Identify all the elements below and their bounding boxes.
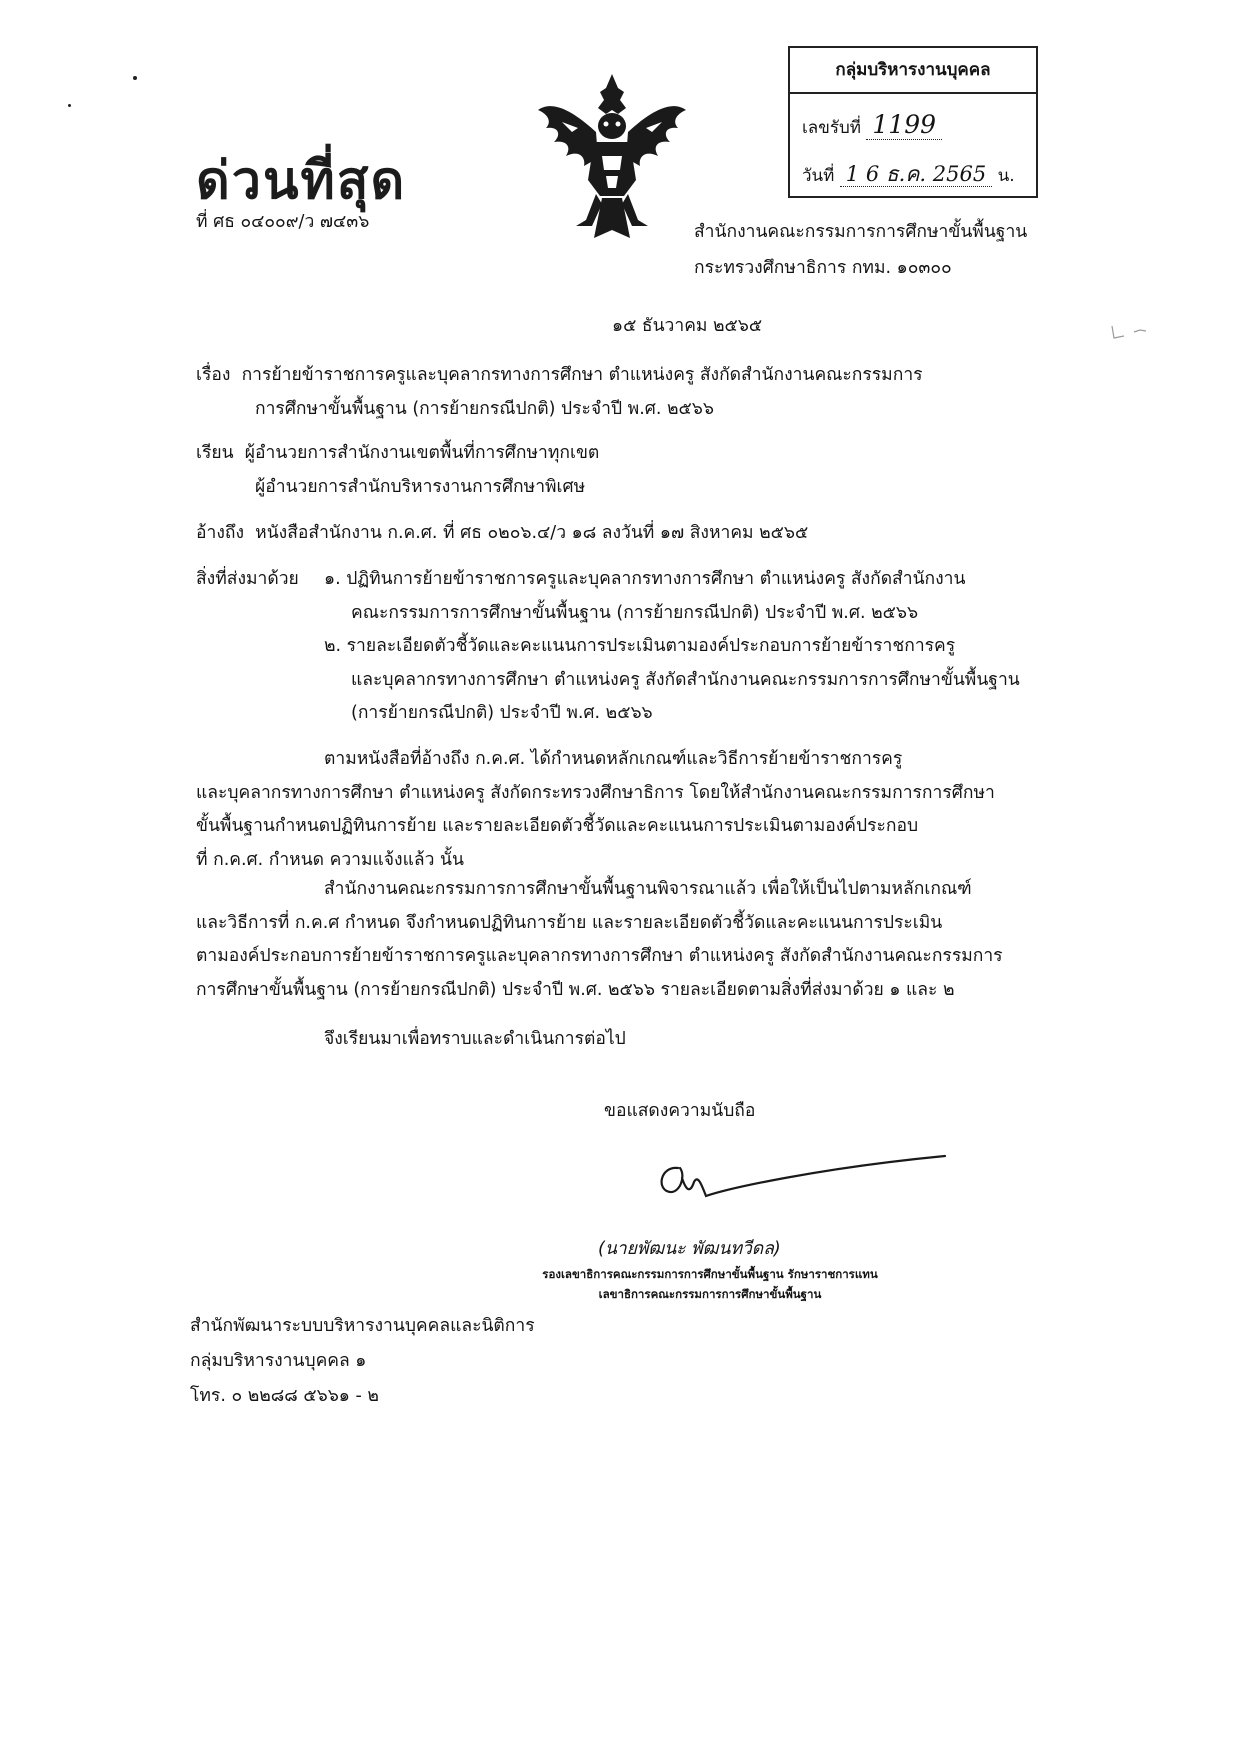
body-p2-line-1: สำนักงานคณะกรรมการการศึกษาขั้นพื้นฐานพิจารณาแล้ว เพื่อให้เป็นไปตามหลักเกณฑ์ — [324, 879, 972, 899]
signer-title-1: รองเลขาธิการคณะกรรมการการศึกษาขั้นพื้นฐาน รักษาราชการแทน — [542, 1267, 878, 1281]
recipient-line-2: ผู้อำนวยการสำนักบริหารงานการศึกษาพิเศษ — [255, 476, 586, 497]
document-number: ที่ ศธ ๐๔๐๐๙/ว ๗๔๓๖ — [196, 212, 370, 232]
reference-label: อ้างถึง — [196, 523, 245, 543]
reference-block — [196, 517, 1096, 551]
signer-name: (นายพัฒนะ พัฒนทวีดล) — [598, 1239, 781, 1259]
enclosures-block — [196, 563, 1116, 731]
signer-title-2: เลขาธิการคณะกรรมการการศึกษาขั้นพื้นฐาน — [598, 1287, 822, 1301]
scan-speck — [68, 104, 71, 107]
stamp-receive-number: 1199 — [866, 110, 942, 140]
footer-block — [190, 1309, 890, 1414]
stamp-receive-label: เลขรับที่ — [802, 118, 861, 138]
body-p1-line-3: ขั้นพื้นฐานกำหนดปฏิทินการย้าย และรายละเอียดตัวชี้วัดและคะแนนการประเมินตามองค์ประกอบ — [196, 816, 919, 836]
enclosure-1-line-2: คณะกรรมการการศึกษาขั้นพื้นฐาน (การย้ายกรณีปกติ) ประจำปี พ.ศ. ๒๕๖๖ — [351, 602, 919, 623]
margin-mark-icon — [1110, 322, 1150, 342]
reference-text: หนังสือสำนักงาน ก.ค.ศ. ที่ ศธ ๐๒๐๖.๔/ว ๑๘ ลงวันที่ ๑๗ สิงหาคม ๒๕๖๕ — [255, 523, 809, 543]
stamp-date-row — [802, 158, 1015, 191]
body-p2-line-3: ตามองค์ประกอบการย้ายข้าราชการครูและบุคลากรทางการศึกษา ตำแหน่งครู สังกัดสำนักงานคณะกรรมการ — [196, 946, 1003, 966]
subject-block — [196, 359, 1096, 426]
garuda-emblem-icon — [532, 70, 692, 242]
subject-line-2: การศึกษาขั้นพื้นฐาน (การย้ายกรณีปกติ) ประจำปี พ.ศ. ๒๕๖๖ — [255, 398, 714, 419]
body-paragraph-3: จึงเรียนมาเพื่อทราบและดำเนินการต่อไป — [324, 1029, 626, 1049]
enclosure-1-line-1: ๑. ปฏิทินการย้ายข้าราชการครูและบุคลากรทางการศึกษา ตำแหน่งครู สังกัดสำนักงาน — [324, 569, 966, 589]
body-paragraph-1 — [196, 743, 1076, 877]
stamp-receive-row — [802, 110, 942, 141]
enclosures-label: สิ่งที่ส่งมาด้วย — [196, 569, 299, 589]
recipient-line-1: ผู้อำนวยการสำนักงานเขตพื้นที่การศึกษาทุกเขต — [244, 443, 600, 463]
urgency-heading: ด่วนที่สุด — [196, 150, 407, 211]
closing-salutation: ขอแสดงความนับถือ — [604, 1101, 756, 1121]
recipient-label: เรียน — [196, 443, 234, 463]
enclosure-2-line-1: ๒. รายละเอียดตัวชี้วัดและคะแนนการประเมินตามองค์ประกอบการย้ายข้าราชการครู — [324, 636, 956, 656]
footer-office: สำนักพัฒนาระบบบริหารงานบุคคลและนิติการ — [190, 1316, 535, 1336]
body-p2-line-2: และวิธีการที่ ก.ค.ศ กำหนด จึงกำหนดปฏิทินการย้าย และรายละเอียดตัวชี้วัดและคะแนนการประเมิน — [196, 912, 943, 933]
footer-group: กลุ่มบริหารงานบุคคล ๑ — [190, 1351, 367, 1371]
subject-line-1: การย้ายข้าราชการครูและบุคลากรทางการศึกษา ตำแหน่งครู สังกัดสำนักงานคณะกรรมการ — [241, 365, 923, 385]
enclosure-2-line-2: และบุคลากรทางการศึกษา ตำแหน่งครู สังกัดสำนักงานคณะกรรมการการศึกษาขั้นพื้นฐาน — [351, 669, 1020, 690]
stamp-date-value: 1 6 ธ.ค. 2565 — [840, 162, 992, 187]
letter-date: ๑๕ ธันวาคม ๒๕๖๕ — [612, 316, 763, 336]
enclosure-2-line-3: (การย้ายกรณีปกติ) ประจำปี พ.ศ. ๒๕๖๖ — [351, 703, 653, 723]
footer-phone: โทร. ๐ ๒๒๘๘ ๕๖๖๑ - ๒ — [190, 1386, 379, 1406]
stamp-date-label: วันที่ — [802, 166, 835, 186]
stamp-time-suffix: น. — [997, 166, 1015, 186]
subject-label: เรื่อง — [196, 365, 231, 385]
recipient-block — [196, 437, 1096, 504]
body-paragraph-2 — [196, 873, 1076, 1007]
body-p1-line-4: ที่ ก.ค.ศ. กำหนด ความแจ้งแล้ว นั้น — [196, 849, 464, 870]
agency-address: กระทรวงศึกษาธิการ กทม. ๑๐๓๐๐ — [694, 258, 952, 278]
body-p1-line-2: และบุคลากรทางการศึกษา ตำแหน่งครู สังกัดกระทรวงศึกษาธิการ โดยให้สำนักงานคณะกรรมการการศึกษา — [196, 782, 995, 803]
handwritten-signature — [640, 1138, 960, 1218]
body-p2-line-4: การศึกษาขั้นพื้นฐาน (การย้ายกรณีปกติ) ประจำปี พ.ศ. ๒๕๖๖ รายละเอียดตามสิ่งที่ส่งมาด้วย ๑ และ ๒ — [196, 979, 955, 1000]
body-p1-line-1: ตามหนังสือที่อ้างถึง ก.ค.ศ. ได้กำหนดหลักเกณฑ์และวิธีการย้ายข้าราชการครู — [324, 749, 903, 769]
agency-name: สำนักงานคณะกรรมการการศึกษาขั้นพื้นฐาน — [694, 222, 1028, 242]
received-stamp — [788, 46, 1038, 198]
stamp-title: กลุ่มบริหารงานบุคคล — [790, 48, 1036, 94]
scan-speck — [133, 76, 137, 80]
